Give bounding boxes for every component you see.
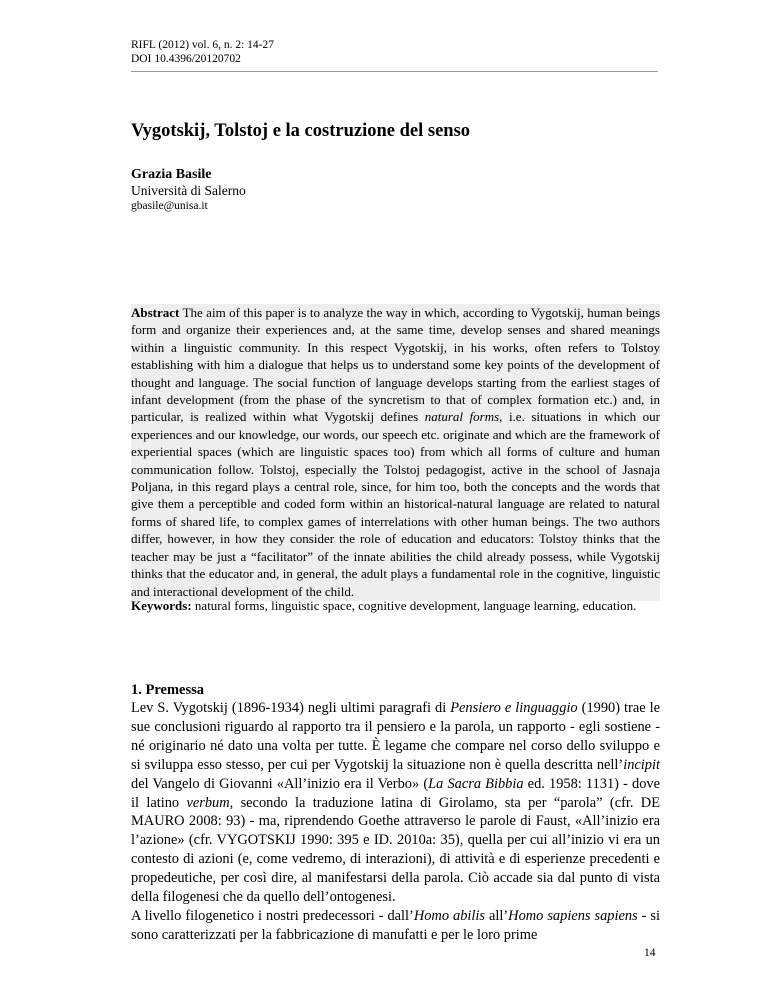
article-title: Vygotskij, Tolstoj e la costruzione del senso (131, 121, 471, 141)
text-run: ed. 1958: 1131) - dove il latino (131, 775, 660, 811)
keywords (131, 597, 660, 614)
page-number: 14 (644, 947, 656, 959)
author-email: gbasile@unisa.it (131, 200, 208, 212)
text-run: all’ (485, 907, 509, 924)
text-run: del Vangelo di Giovanni «All’inizio era il Verbo» ( (131, 775, 429, 792)
text-run: (1990) trae le sue conclusioni riguardo al rapporto tra il pensiero e la parola, un rapporto - egli sostiene - né originario né dato una volta per tutte. È legame che compare nel corso dello sviluppo e si sviluppa esso stesso, per cui per Vygotskij la situazione non è quella descritta nell’ (131, 700, 661, 773)
journal-citation: RIFL (2012) vol. 6, n. 2: 14-27 (131, 39, 274, 51)
author-affiliation: Università di Salerno (131, 183, 246, 198)
abstract-box (131, 304, 660, 601)
section-heading: 1. Premessa (131, 682, 205, 698)
italic-run: verbum (186, 794, 230, 811)
text-run: Lev S. Vygotskij (1896-1934) negli ultimi paragrafi di (131, 700, 451, 716)
keywords-text: natural forms, linguistic space, cognitive development, language learning, education. (191, 598, 637, 613)
italic-run: Homo sapiens sapiens (508, 907, 638, 924)
paragraph-1 (131, 699, 660, 907)
abstract-term: natural forms (424, 409, 500, 425)
italic-run: Pensiero e linguaggio (450, 700, 578, 716)
text-run: - si sono caratterizzati per la fabbricazione di manufatti e per le loro prime (131, 907, 661, 943)
italic-run: incipit (623, 756, 660, 773)
italic-run: Homo abilis (413, 907, 485, 924)
text-run: A livello filogenetico i nostri predecessori - dall’ (131, 907, 414, 924)
author-name: Grazia Basile (131, 167, 212, 182)
abstract-text: The aim of this paper is to analyze the way in which, according to Vygotskij, human beings form and organize their experiences and, at the same time, develop senses and shared meanings within a linguistic community. In this respect Vygotskij, in his works, often refers to Tolstoy establishing with him a dialogue that helps us to understand some key points of the development of thought and language. The social function of language develops starting from the earliest stages of infant development (from the phase of the syncretism to that of complex formation etc.) and, in particular, is realized within what Vygotskij defines (131, 305, 660, 425)
abstract-label: Abstract (131, 305, 180, 320)
italic-run: La Sacra Bibbia (428, 775, 524, 792)
doi: DOI 10.4396/20120702 (131, 53, 241, 65)
body-text (131, 699, 660, 945)
paragraph-2 (131, 907, 660, 945)
text-run: , secondo la traduzione latina di Girolamo, sta per “parola” (cfr. DE MAURO 2008: 93) - ma, riprendendo Goethe attraverso le parole di Faust, «All’inizio era l’azione» (cfr. VYGOTSKIJ 1990: 395 e ID. 2010a: 35), quella per cui all’inizio vi era un contesto di azioni (e, come vedremo, di interazioni), di attività e di esperienze precedenti e propedeutiche, per così dire, al manifestarsi della parola. Ciò accade sia dal punto di vista della filogenesi che da quello dell’ontogenesi. (131, 794, 660, 906)
keywords-label: Keywords: (131, 598, 192, 613)
abstract-text-end: , i.e. situations in which our experiences and our knowledge, our words, our speech etc. originate and which are the framework of experiential spaces (which are linguistic spaces too) from which all forms of culture and human communication follow. Tolstoj, especially the Tolstoj pedagogist, active in the school of Jasnaja Poljana, in this regard plays a central role, since, for him too, both the concepts and the words that give them a perceptible and coded form within an historical-natural language are related to natural forms of shared life, to complex games of interrelations with other human beings. The two authors differ, however, in how they consider the role of education and educators: Tolstoy thinks that the teacher may be just a “facilitator” of the innate abilities the child already possess, while Vygotskij thinks that the educator and, in general, the adult plays a fundamental role in the cognitive, linguistic and interactional development of the child. (131, 409, 660, 599)
header-rule (131, 71, 658, 72)
